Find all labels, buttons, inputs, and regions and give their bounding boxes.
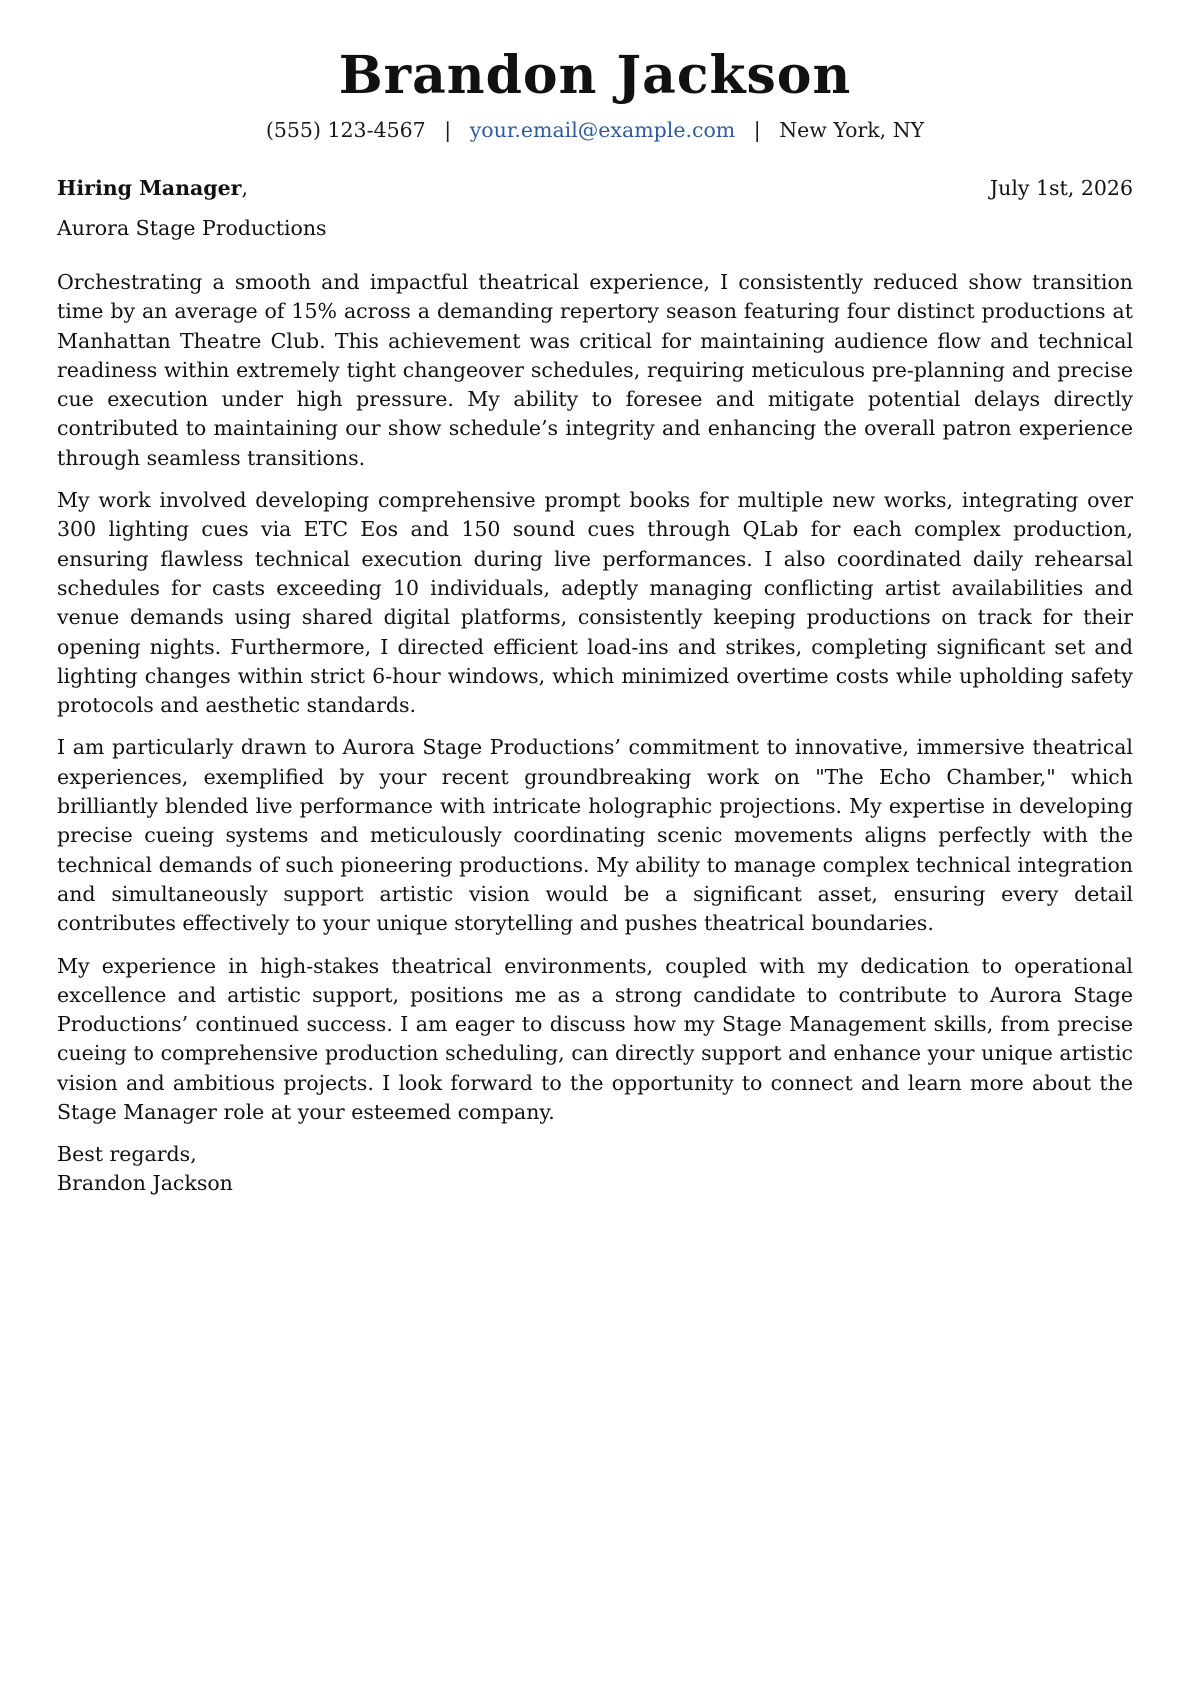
closing-block bbox=[57, 1140, 1133, 1198]
recipient bbox=[57, 174, 248, 202]
letter-date: July 1st, 2026 bbox=[989, 176, 1133, 200]
signature-name: Brandon Jackson bbox=[57, 1171, 233, 1196]
body-paragraph: My work involved developing comprehensive prompt books for multiple new works, integrating over 300 lighting cues via ETC Eos and 150 sound cues through QLab for each complex production, ensuring flawless technical execution during live performances. I also coordinated daily rehearsal schedules for casts exceeding 10 individuals, adeptly managing conflicting artist availabilities and venue demands using shared digital platforms, consistently keeping productions on track for their opening nights. Furthermore, I directed efficient load-ins and strikes, completing significant set and lighting changes within strict 6-hour windows, which minimized overtime costs while upholding safety protocols and aesthetic standards. bbox=[57, 488, 1133, 718]
email-link[interactable]: your.email@example.com bbox=[469, 118, 736, 142]
contact-separator: | bbox=[753, 118, 761, 142]
contact-separator: | bbox=[444, 118, 452, 142]
addressee-row bbox=[57, 174, 1133, 202]
letter-body bbox=[57, 268, 1133, 1127]
location: New York, NY bbox=[779, 118, 925, 142]
closing-salutation: Best regards, bbox=[57, 1142, 197, 1167]
recipient-name: Hiring Manager bbox=[57, 176, 242, 200]
company-name: Aurora Stage Productions bbox=[57, 216, 327, 240]
body-paragraph: I am particularly drawn to Aurora Stage Productions’ commitment to innovative, immersive theatrical experiences, exemplified by your recent groundbreaking work on "The Echo Chamber," which brilliantly blended live performance with intricate holographic projections. My expertise in developing precise cueing systems and meticulously coordinating scenic movements aligns perfectly with the technical demands of such pioneering productions. My ability to manage complex technical integration and simultaneously support artistic vision would be a significant asset, ensuring every detail contributes effectively to your unique storytelling and pushes theatrical boundaries. bbox=[57, 735, 1133, 936]
body-paragraph: My experience in high-stakes theatrical environments, coupled with my dedication to operational excellence and artistic support, positions me as a strong candidate to contribute to Aurora Stage Productions’ continued success. I am eager to discuss how my Stage Management skills, from precise cueing to comprehensive production scheduling, can directly support and enhance your unique artistic vision and ambitious projects. I look forward to the opportunity to connect and learn more about the Stage Manager role at your esteemed company. bbox=[57, 953, 1133, 1125]
body-paragraph: Orchestrating a smooth and impactful theatrical experience, I consistently reduced show transition time by an average of 15% across a demanding repertory season featuring four distinct productions at Manhattan Theatre Club. This achievement was critical for maintaining audience flow and technical readiness within extremely tight changeover schedules, requiring meticulous pre-planning and precise cue execution under high pressure. My ability to foresee and mitigate potential delays directly contributed to maintaining our show schedule’s integrity and enhancing the overall patron experience through seamless transitions. bbox=[57, 270, 1133, 470]
applicant-name: Brandon Jackson bbox=[338, 45, 852, 106]
phone-number: (555) 123-4567 bbox=[265, 118, 426, 142]
contact-line bbox=[57, 116, 1133, 144]
recipient-comma: , bbox=[241, 176, 248, 200]
